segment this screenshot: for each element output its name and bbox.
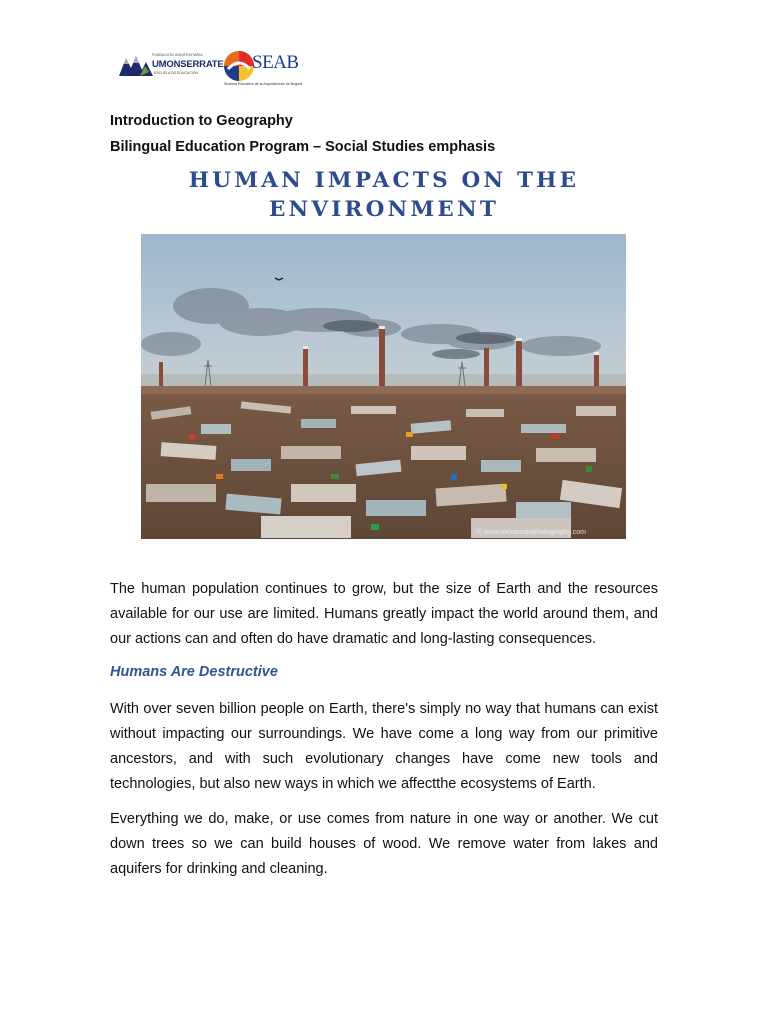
umonserrate-top-text: FUNDACIÓN UNIVERSITARIA [152,53,203,57]
intro-paragraph: The human population continues to grow, but the size of Earth and the resources available for our use are limited. Humans greatly impact the world around them, and our actions can and often do have dramatic and long-lasting consequences. [110,581,658,647]
umonserrate-sub-text: ESCUELA DE EDUCACIÓN [154,71,198,75]
photo-watermark: © www.mrhossainphotography.com [476,529,586,536]
landfill-photo [141,234,626,539]
page-title: HUMAN IMPACTS ON THE ENVIRONMENT [188,168,580,222]
paragraph-nature: Everything we do, make, or use comes from nature in one way or another. We cut down trees so we can build houses of wood. We remove water from lakes and aquifers for drinking and cleaning. [110,811,658,877]
program-title: Bilingual Education Program – Social Studies emphasis [110,139,496,155]
seab-emblem-icon [222,49,256,83]
seab-name: SEAB [252,52,299,73]
seab-logo [222,46,322,90]
logo-bar [112,44,324,92]
paragraph-population: With over seven billion people on Earth, there's simply no way that humans can exist without impacting our surroundings. We have come a long way from our primitive ancestors, and with such evolutionary changes have come new tools and technologies, but also new ways in which we affectthe ecosystems of Earth. [110,701,658,792]
umonserrate-mountain-icon [118,52,154,78]
course-title: Introduction to Geography [110,113,293,129]
seab-sub-text: Sistema Educativo de la Arquidiócesis de Bogotá [224,82,303,86]
umonserrate-name: UMONSERRATE [152,59,224,70]
section-heading: Humans Are Destructive [110,664,278,680]
umonserrate-logo [118,48,222,82]
